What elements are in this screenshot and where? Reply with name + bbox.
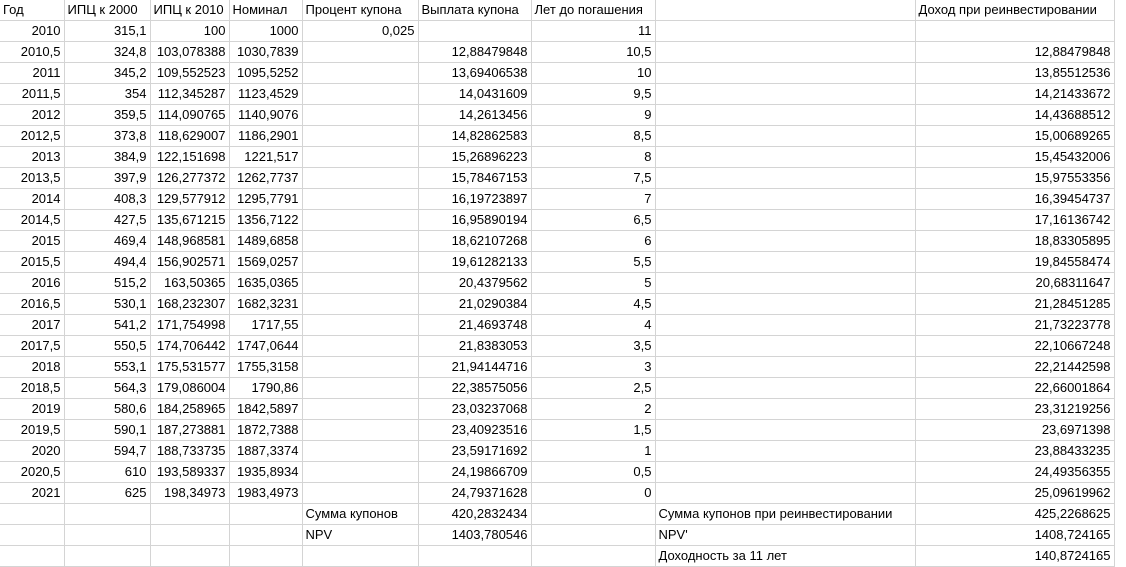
table-row (0, 294, 1114, 315)
cell-coupon-rate[interactable] (302, 168, 418, 189)
cell-reinvestment-income[interactable]: 17,16136742 (915, 210, 1114, 231)
cell-empty[interactable] (655, 42, 915, 63)
header-cell-coupon-payment[interactable]: Выплата купона (418, 0, 531, 21)
cell-year[interactable]: 2014,5 (0, 210, 64, 231)
cell-years-to-maturity[interactable]: 9,5 (531, 84, 655, 105)
cell-empty[interactable] (229, 525, 302, 546)
cell-coupon-payment[interactable]: 22,38575056 (418, 378, 531, 399)
cell-years-to-maturity[interactable]: 8 (531, 147, 655, 168)
cell-cpi-2010[interactable]: 175,531577 (150, 357, 229, 378)
cell-cpi-2010[interactable]: 118,629007 (150, 126, 229, 147)
cell-coupon-rate[interactable] (302, 336, 418, 357)
cell-cpi-2000[interactable]: 408,3 (64, 189, 150, 210)
cell-cpi-2010[interactable]: 188,733735 (150, 441, 229, 462)
cell-year[interactable]: 2011,5 (0, 84, 64, 105)
cell-reinvestment-income[interactable]: 14,43688512 (915, 105, 1114, 126)
cell-cpi-2010[interactable]: 126,277372 (150, 168, 229, 189)
cell-cpi-2010[interactable]: 112,345287 (150, 84, 229, 105)
table-row (0, 483, 1114, 504)
header-cell-year[interactable]: Год (0, 0, 64, 21)
cell-empty[interactable] (655, 294, 915, 315)
header-cell-cpi-2000[interactable]: ИПЦ к 2000 (64, 0, 150, 21)
cell-coupon-payment[interactable]: 24,19866709 (418, 462, 531, 483)
cell-reinvestment-income[interactable]: 22,66001864 (915, 378, 1114, 399)
cell-coupon-payment[interactable]: 15,78467153 (418, 168, 531, 189)
cell-cpi-2000[interactable]: 610 (64, 462, 150, 483)
table-row (0, 63, 1114, 84)
summary-label[interactable] (302, 546, 418, 567)
header-cell-coupon-rate[interactable]: Процент купона (302, 0, 418, 21)
cell-reinvestment-income[interactable]: 23,6971398 (915, 420, 1114, 441)
cell-empty[interactable] (655, 21, 915, 42)
cell-coupon-payment[interactable]: 23,59171692 (418, 441, 531, 462)
cell-empty[interactable] (655, 483, 915, 504)
cell-cpi-2010[interactable]: 122,151698 (150, 147, 229, 168)
cell-cpi-2010[interactable]: 171,754998 (150, 315, 229, 336)
cell-empty[interactable] (655, 462, 915, 483)
table-row (0, 84, 1114, 105)
cell-nominal[interactable]: 1000 (229, 21, 302, 42)
cell-empty[interactable] (655, 441, 915, 462)
cell-cpi-2010[interactable]: 109,552523 (150, 63, 229, 84)
cell-empty[interactable] (655, 231, 915, 252)
cell-coupon-rate[interactable] (302, 42, 418, 63)
cell-empty[interactable] (655, 399, 915, 420)
table-row (0, 336, 1114, 357)
cell-year[interactable]: 2015,5 (0, 252, 64, 273)
summary-value[interactable]: 1403,780546 (418, 525, 531, 546)
cell-nominal[interactable]: 1682,3231 (229, 294, 302, 315)
summary-label-reinvest[interactable]: NPV' (655, 525, 915, 546)
table-row (0, 273, 1114, 294)
cell-year[interactable]: 2020,5 (0, 462, 64, 483)
cell-cpi-2010[interactable]: 148,968581 (150, 231, 229, 252)
cell-nominal[interactable]: 1123,4529 (229, 84, 302, 105)
cell-coupon-rate[interactable] (302, 420, 418, 441)
cell-empty[interactable] (531, 525, 655, 546)
cell-year[interactable]: 2017 (0, 315, 64, 336)
summary-value-reinvest[interactable]: 140,8724165 (915, 546, 1114, 567)
table-row (0, 21, 1114, 42)
cell-years-to-maturity[interactable]: 5,5 (531, 252, 655, 273)
cell-cpi-2000[interactable]: 553,1 (64, 357, 150, 378)
cell-reinvestment-income[interactable]: 12,88479848 (915, 42, 1114, 63)
cell-empty[interactable] (64, 525, 150, 546)
cell-coupon-payment[interactable]: 15,26896223 (418, 147, 531, 168)
table-row (0, 357, 1114, 378)
cell-reinvestment-income[interactable] (915, 21, 1114, 42)
table-row (0, 105, 1114, 126)
cell-cpi-2000[interactable]: 515,2 (64, 273, 150, 294)
cell-years-to-maturity[interactable]: 7,5 (531, 168, 655, 189)
cell-years-to-maturity[interactable]: 10 (531, 63, 655, 84)
cell-year[interactable]: 2012 (0, 105, 64, 126)
cell-years-to-maturity[interactable]: 0 (531, 483, 655, 504)
cell-years-to-maturity[interactable]: 5 (531, 273, 655, 294)
cell-cpi-2010[interactable]: 174,706442 (150, 336, 229, 357)
cell-empty[interactable] (655, 63, 915, 84)
cell-empty[interactable] (229, 546, 302, 567)
cell-cpi-2010[interactable]: 179,086004 (150, 378, 229, 399)
cell-empty[interactable] (64, 546, 150, 567)
cell-cpi-2010[interactable]: 184,258965 (150, 399, 229, 420)
cell-coupon-rate[interactable] (302, 189, 418, 210)
header-cell-cpi-2010[interactable]: ИПЦ к 2010 (150, 0, 229, 21)
cell-coupon-payment[interactable]: 18,62107268 (418, 231, 531, 252)
cell-coupon-rate[interactable] (302, 147, 418, 168)
table-row (0, 126, 1114, 147)
cell-cpi-2000[interactable]: 354 (64, 84, 150, 105)
cell-coupon-payment[interactable]: 24,79371628 (418, 483, 531, 504)
cell-year[interactable]: 2021 (0, 483, 64, 504)
cell-year[interactable]: 2012,5 (0, 126, 64, 147)
cell-coupon-rate[interactable] (302, 273, 418, 294)
header-cell-years-to-maturity[interactable]: Лет до погашения (531, 0, 655, 21)
cell-cpi-2000[interactable]: 345,2 (64, 63, 150, 84)
cell-nominal[interactable]: 1489,6858 (229, 231, 302, 252)
cell-reinvestment-income[interactable]: 16,39454737 (915, 189, 1114, 210)
cell-coupon-payment[interactable]: 16,19723897 (418, 189, 531, 210)
table-row (0, 168, 1114, 189)
cell-year[interactable]: 2017,5 (0, 336, 64, 357)
cell-nominal[interactable]: 1755,3158 (229, 357, 302, 378)
cell-nominal[interactable]: 1356,7122 (229, 210, 302, 231)
cell-coupon-rate[interactable] (302, 252, 418, 273)
cell-empty[interactable] (150, 546, 229, 567)
cell-reinvestment-income[interactable]: 19,84558474 (915, 252, 1114, 273)
cell-empty[interactable] (64, 504, 150, 525)
cell-cpi-2000[interactable]: 384,9 (64, 147, 150, 168)
cell-reinvestment-income[interactable]: 21,28451285 (915, 294, 1114, 315)
cell-years-to-maturity[interactable]: 2 (531, 399, 655, 420)
cell-nominal[interactable]: 1221,517 (229, 147, 302, 168)
cell-nominal[interactable]: 1983,4973 (229, 483, 302, 504)
cell-empty[interactable] (150, 504, 229, 525)
cell-coupon-rate[interactable] (302, 483, 418, 504)
summary-label[interactable]: Сумма купонов (302, 504, 418, 525)
cell-years-to-maturity[interactable]: 6,5 (531, 210, 655, 231)
cell-years-to-maturity[interactable]: 0,5 (531, 462, 655, 483)
cell-nominal[interactable]: 1095,5252 (229, 63, 302, 84)
cell-year[interactable]: 2013 (0, 147, 64, 168)
header-row (0, 0, 1114, 21)
cell-cpi-2000[interactable]: 397,9 (64, 168, 150, 189)
cell-coupon-rate[interactable] (302, 126, 418, 147)
cell-years-to-maturity[interactable]: 11 (531, 21, 655, 42)
summary-value[interactable] (418, 546, 531, 567)
cell-years-to-maturity[interactable]: 3 (531, 357, 655, 378)
cell-nominal[interactable]: 1842,5897 (229, 399, 302, 420)
table-row (0, 441, 1114, 462)
cell-cpi-2000[interactable]: 541,2 (64, 315, 150, 336)
cell-cpi-2010[interactable]: 135,671215 (150, 210, 229, 231)
cell-cpi-2000[interactable]: 625 (64, 483, 150, 504)
cell-cpi-2000[interactable]: 359,5 (64, 105, 150, 126)
cell-nominal[interactable]: 1747,0644 (229, 336, 302, 357)
cell-empty[interactable] (655, 273, 915, 294)
cell-empty[interactable] (531, 546, 655, 567)
header-cell-reinvestment-income[interactable]: Доход при реинвестировании (915, 0, 1114, 21)
cell-coupon-rate[interactable] (302, 294, 418, 315)
cell-cpi-2000[interactable]: 427,5 (64, 210, 150, 231)
cell-years-to-maturity[interactable]: 1 (531, 441, 655, 462)
cell-years-to-maturity[interactable]: 2,5 (531, 378, 655, 399)
cell-year[interactable]: 2018 (0, 357, 64, 378)
cell-cpi-2000[interactable]: 590,1 (64, 420, 150, 441)
cell-reinvestment-income[interactable]: 14,21433672 (915, 84, 1114, 105)
cell-year[interactable]: 2016,5 (0, 294, 64, 315)
cell-nominal[interactable]: 1887,3374 (229, 441, 302, 462)
cell-year[interactable]: 2016 (0, 273, 64, 294)
cell-nominal[interactable]: 1295,7791 (229, 189, 302, 210)
cell-cpi-2000[interactable]: 373,8 (64, 126, 150, 147)
cell-nominal[interactable]: 1569,0257 (229, 252, 302, 273)
cell-year[interactable]: 2019,5 (0, 420, 64, 441)
cell-empty[interactable] (655, 252, 915, 273)
cell-empty[interactable] (655, 336, 915, 357)
cell-cpi-2010[interactable]: 163,50365 (150, 273, 229, 294)
cell-reinvestment-income[interactable]: 22,10667248 (915, 336, 1114, 357)
cell-empty[interactable] (655, 357, 915, 378)
cell-year[interactable]: 2018,5 (0, 378, 64, 399)
cell-cpi-2000[interactable]: 550,5 (64, 336, 150, 357)
cell-reinvestment-income[interactable]: 25,09619962 (915, 483, 1114, 504)
cell-coupon-payment[interactable]: 21,8383053 (418, 336, 531, 357)
cell-years-to-maturity[interactable]: 8,5 (531, 126, 655, 147)
cell-years-to-maturity[interactable]: 4,5 (531, 294, 655, 315)
cell-empty[interactable] (655, 210, 915, 231)
cell-coupon-payment[interactable]: 13,69406538 (418, 63, 531, 84)
cell-cpi-2010[interactable]: 168,232307 (150, 294, 229, 315)
cell-coupon-rate[interactable]: 0,025 (302, 21, 418, 42)
cell-reinvestment-income[interactable]: 22,21442598 (915, 357, 1114, 378)
cell-years-to-maturity[interactable]: 9 (531, 105, 655, 126)
cell-empty[interactable] (655, 168, 915, 189)
cell-empty[interactable] (655, 147, 915, 168)
cell-cpi-2010[interactable]: 187,273881 (150, 420, 229, 441)
cell-coupon-payment[interactable]: 23,40923516 (418, 420, 531, 441)
cell-coupon-rate[interactable] (302, 231, 418, 252)
cell-year[interactable]: 2015 (0, 231, 64, 252)
cell-nominal[interactable]: 1790,86 (229, 378, 302, 399)
cell-reinvestment-income[interactable]: 18,83305895 (915, 231, 1114, 252)
cell-cpi-2010[interactable]: 129,577912 (150, 189, 229, 210)
cell-coupon-payment[interactable]: 21,0290384 (418, 294, 531, 315)
summary-label[interactable]: NPV (302, 525, 418, 546)
cell-year[interactable]: 2019 (0, 399, 64, 420)
cell-reinvestment-income[interactable]: 24,49356355 (915, 462, 1114, 483)
summary-label-reinvest[interactable]: Сумма купонов при реинвестировании (655, 504, 915, 525)
header-cell-empty[interactable] (655, 0, 915, 21)
cell-years-to-maturity[interactable]: 7 (531, 189, 655, 210)
cell-coupon-payment[interactable] (418, 21, 531, 42)
cell-nominal[interactable]: 1935,8934 (229, 462, 302, 483)
cell-cpi-2000[interactable]: 469,4 (64, 231, 150, 252)
cell-reinvestment-income[interactable]: 20,68311647 (915, 273, 1114, 294)
cell-cpi-2010[interactable]: 156,902571 (150, 252, 229, 273)
cell-cpi-2000[interactable]: 564,3 (64, 378, 150, 399)
cell-coupon-payment[interactable]: 12,88479848 (418, 42, 531, 63)
table-row (0, 210, 1114, 231)
table-row (0, 147, 1114, 168)
cell-cpi-2000[interactable]: 494,4 (64, 252, 150, 273)
cell-cpi-2000[interactable]: 324,8 (64, 42, 150, 63)
cell-coupon-payment[interactable]: 14,0431609 (418, 84, 531, 105)
cell-years-to-maturity[interactable]: 10,5 (531, 42, 655, 63)
table-row (0, 462, 1114, 483)
cell-coupon-rate[interactable] (302, 315, 418, 336)
summary-value-reinvest[interactable]: 1408,724165 (915, 525, 1114, 546)
cell-coupon-payment[interactable]: 21,94144716 (418, 357, 531, 378)
cell-year[interactable]: 2010,5 (0, 42, 64, 63)
cell-empty[interactable] (531, 504, 655, 525)
cell-empty[interactable] (655, 315, 915, 336)
cell-coupon-payment[interactable]: 23,03237068 (418, 399, 531, 420)
cell-nominal[interactable]: 1140,9076 (229, 105, 302, 126)
cell-coupon-payment[interactable]: 14,82862583 (418, 126, 531, 147)
cell-years-to-maturity[interactable]: 6 (531, 231, 655, 252)
table-row (0, 189, 1114, 210)
cell-coupon-payment[interactable]: 19,61282133 (418, 252, 531, 273)
cell-year[interactable]: 2014 (0, 189, 64, 210)
cell-empty[interactable] (655, 189, 915, 210)
table-row (0, 399, 1114, 420)
table-row (0, 315, 1114, 336)
cell-reinvestment-income[interactable]: 15,45432006 (915, 147, 1114, 168)
cell-coupon-rate[interactable] (302, 84, 418, 105)
summary-row (0, 504, 1114, 525)
cell-reinvestment-income[interactable]: 23,31219256 (915, 399, 1114, 420)
cell-year[interactable]: 2013,5 (0, 168, 64, 189)
table-row (0, 252, 1114, 273)
cell-reinvestment-income[interactable]: 15,97553356 (915, 168, 1114, 189)
cell-nominal[interactable]: 1635,0365 (229, 273, 302, 294)
summary-row (0, 525, 1114, 546)
cell-year[interactable]: 2011 (0, 63, 64, 84)
cell-cpi-2000[interactable]: 594,7 (64, 441, 150, 462)
cell-years-to-maturity[interactable]: 3,5 (531, 336, 655, 357)
header-cell-nominal[interactable]: Номинал (229, 0, 302, 21)
cell-empty[interactable] (655, 105, 915, 126)
cell-empty[interactable] (0, 546, 64, 567)
cell-reinvestment-income[interactable]: 13,85512536 (915, 63, 1114, 84)
cell-coupon-rate[interactable] (302, 399, 418, 420)
table-row (0, 42, 1114, 63)
cell-year[interactable]: 2010 (0, 21, 64, 42)
table-row (0, 420, 1114, 441)
cell-coupon-rate[interactable] (302, 210, 418, 231)
summary-value-reinvest[interactable]: 425,2268625 (915, 504, 1114, 525)
cell-cpi-2000[interactable]: 530,1 (64, 294, 150, 315)
cell-coupon-payment[interactable]: 16,95890194 (418, 210, 531, 231)
cell-empty[interactable] (229, 504, 302, 525)
cell-cpi-2000[interactable]: 580,6 (64, 399, 150, 420)
summary-row (0, 546, 1114, 567)
cell-cpi-2010[interactable]: 100 (150, 21, 229, 42)
cell-nominal[interactable]: 1717,55 (229, 315, 302, 336)
cell-nominal[interactable]: 1030,7839 (229, 42, 302, 63)
cell-coupon-rate[interactable] (302, 105, 418, 126)
cell-reinvestment-income[interactable]: 23,88433235 (915, 441, 1114, 462)
cell-coupon-payment[interactable]: 20,4379562 (418, 273, 531, 294)
table-row (0, 231, 1114, 252)
cell-nominal[interactable]: 1872,7388 (229, 420, 302, 441)
cell-cpi-2010[interactable]: 198,34973 (150, 483, 229, 504)
cell-years-to-maturity[interactable]: 4 (531, 315, 655, 336)
cell-coupon-payment[interactable]: 14,2613456 (418, 105, 531, 126)
cell-coupon-rate[interactable] (302, 462, 418, 483)
cell-cpi-2010[interactable]: 103,078388 (150, 42, 229, 63)
cell-empty[interactable] (0, 504, 64, 525)
cell-empty[interactable] (655, 84, 915, 105)
cell-empty[interactable] (655, 420, 915, 441)
cell-empty[interactable] (0, 525, 64, 546)
cell-nominal[interactable]: 1186,2901 (229, 126, 302, 147)
cell-year[interactable]: 2020 (0, 441, 64, 462)
summary-label-reinvest[interactable]: Доходность за 11 лет (655, 546, 915, 567)
cell-cpi-2010[interactable]: 193,589337 (150, 462, 229, 483)
cell-coupon-rate[interactable] (302, 441, 418, 462)
cell-cpi-2010[interactable]: 114,090765 (150, 105, 229, 126)
cell-coupon-rate[interactable] (302, 63, 418, 84)
cell-coupon-rate[interactable] (302, 357, 418, 378)
cell-empty[interactable] (150, 525, 229, 546)
cell-cpi-2000[interactable]: 315,1 (64, 21, 150, 42)
cell-years-to-maturity[interactable]: 1,5 (531, 420, 655, 441)
cell-empty[interactable] (655, 126, 915, 147)
cell-reinvestment-income[interactable]: 15,00689265 (915, 126, 1114, 147)
cell-coupon-rate[interactable] (302, 378, 418, 399)
cell-reinvestment-income[interactable]: 21,73223778 (915, 315, 1114, 336)
cell-nominal[interactable]: 1262,7737 (229, 168, 302, 189)
cell-coupon-payment[interactable]: 21,4693748 (418, 315, 531, 336)
table-row (0, 378, 1114, 399)
summary-value[interactable]: 420,2832434 (418, 504, 531, 525)
cell-empty[interactable] (655, 378, 915, 399)
